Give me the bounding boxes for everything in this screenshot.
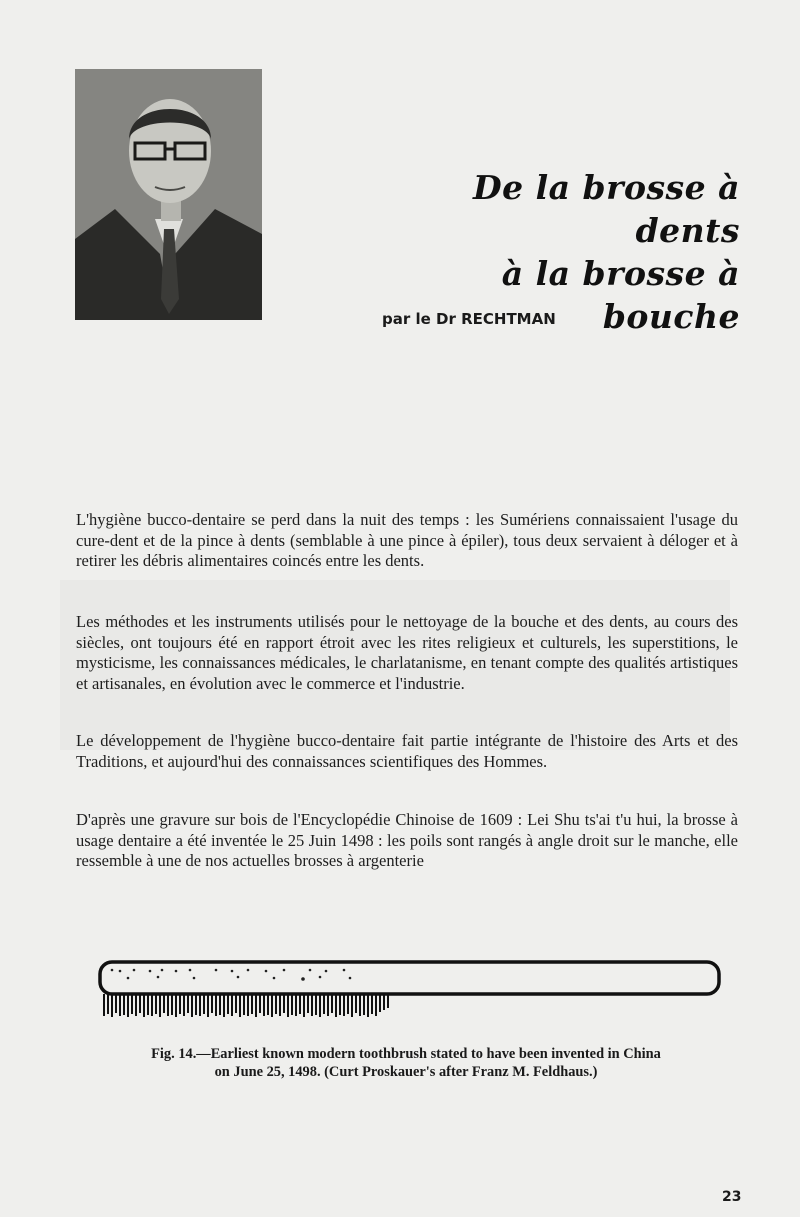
paragraph-1: L'hygiène bucco-dentaire se perd dans la nuit des temps : les Sumériens connaissaient l'usage du cure-dent et de la pince à dents (semblable à une pince à épiler), tous deux servaient à déloger et à retirer les débris alimentaires coincés entre les dents.	[76, 510, 738, 571]
title-line-1: De la brosse à dents	[472, 168, 740, 250]
caption-line-1: Fig. 14.—Earliest known modern toothbrush stated to have been invented in China	[151, 1046, 661, 1062]
paragraph-3: Le développement de l'hygiène bucco-dentaire fait partie intégrante de l'histoire des Arts et des Traditions, et aujourd'hui des connaissances scientifiques des Hommes.	[76, 731, 738, 771]
paragraph-2: Les méthodes et les instruments utilisés pour le nettoyage de la bouche et des dents, au cours des siècles, ont toujours été en rapport étroit avec les rites religieux et culturels, les superstitions, le mysticisme, les connaissances médicales, le charlatanisme, en tenant compte des qualités artistiques et artisanales, en évolution avec le commerce et l'industrie.	[76, 612, 738, 693]
author-byline: par le Dr RECHTMAN	[382, 310, 556, 328]
toothbrush-illustration	[98, 958, 723, 1020]
portrait-illustration	[75, 69, 262, 320]
figure-caption	[56, 1045, 756, 1081]
author-portrait-photo	[75, 69, 262, 320]
page-number: 23	[722, 1189, 742, 1205]
toothbrush-woodcut-figure	[98, 958, 723, 1020]
paragraph-4: D'après une gravure sur bois de l'Encyclopédie Chinoise de 1609 : Lei Shu ts'ai t'u hui, la brosse à usage dentaire a été inventée le 25 Juin 1498 : les poils sont rangés à angle droit sur le manche, elle ressemble à une de nos actuelles brosses à argenterie	[76, 810, 738, 871]
caption-line-2: on June 25, 1498. (Curt Proskauer's after Franz M. Feldhaus.)	[214, 1064, 598, 1080]
title-line-2: à la brosse à bouche	[501, 254, 740, 336]
